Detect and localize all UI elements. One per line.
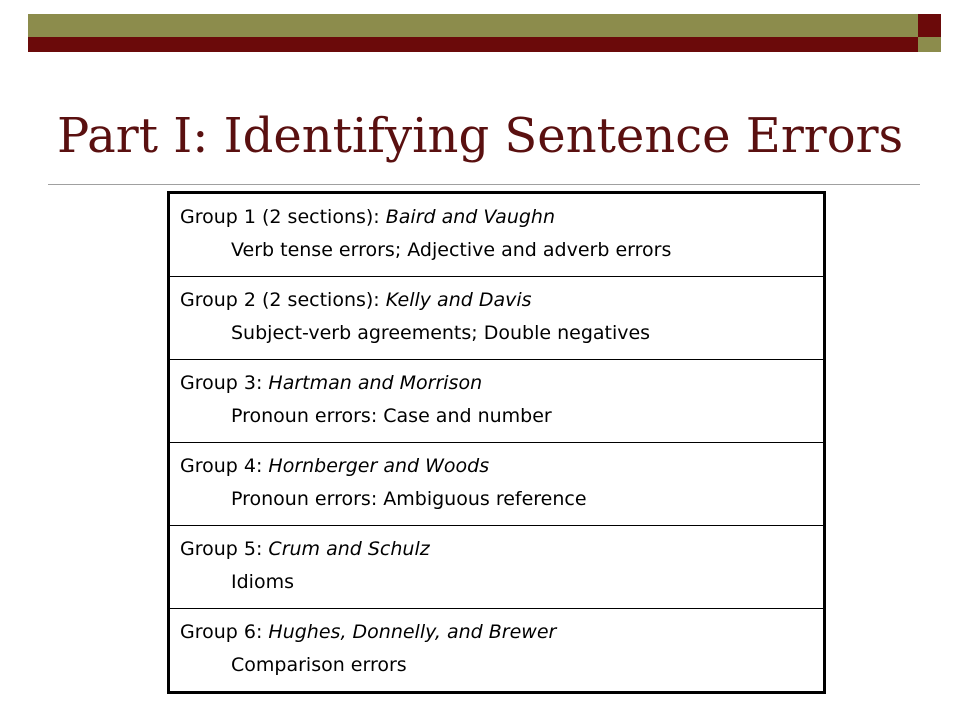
group-members: Hartman and Morrison bbox=[268, 372, 483, 394]
title-divider bbox=[48, 184, 920, 185]
group-topic: Pronoun errors: Case and number bbox=[231, 405, 552, 427]
group-label: Group 1 (2 sections): bbox=[180, 206, 386, 228]
group-topic: Verb tense errors; Adjective and adverb errors bbox=[231, 239, 672, 261]
group-row-2 bbox=[170, 277, 823, 360]
group-label: Group 4: bbox=[180, 455, 269, 477]
group-label: Group 5: bbox=[180, 538, 269, 560]
group-members: Baird and Vaughn bbox=[385, 206, 555, 228]
group-row-3 bbox=[170, 360, 823, 443]
group-header bbox=[180, 453, 823, 479]
group-members: Hornberger and Woods bbox=[268, 455, 490, 477]
group-members: Crum and Schulz bbox=[268, 538, 430, 560]
group-label: Group 6: bbox=[180, 621, 269, 643]
corner-square-maroon bbox=[918, 14, 941, 37]
group-header bbox=[180, 536, 823, 562]
group-row-5 bbox=[170, 526, 823, 609]
group-header bbox=[180, 204, 823, 230]
decorative-header-bar bbox=[28, 14, 918, 52]
group-members: Hughes, Donnelly, and Brewer bbox=[268, 621, 557, 643]
group-topic: Comparison errors bbox=[231, 654, 407, 676]
group-members: Kelly and Davis bbox=[385, 289, 532, 311]
group-topic: Idioms bbox=[231, 571, 294, 593]
group-row-4 bbox=[170, 443, 823, 526]
groups-table bbox=[167, 191, 826, 694]
group-header bbox=[180, 370, 823, 396]
maroon-stripe bbox=[28, 37, 918, 52]
group-topic: Subject-verb agreements; Double negatives bbox=[231, 322, 651, 344]
group-header bbox=[180, 287, 823, 313]
group-row-1 bbox=[170, 194, 823, 277]
group-header bbox=[180, 619, 823, 645]
olive-stripe bbox=[28, 14, 918, 37]
slide-title: Part I: Identifying Sentence Errors bbox=[57, 108, 904, 164]
group-label: Group 3: bbox=[180, 372, 269, 394]
group-topic: Pronoun errors: Ambiguous reference bbox=[231, 488, 587, 510]
corner-square-olive bbox=[918, 37, 941, 52]
group-label: Group 2 (2 sections): bbox=[180, 289, 386, 311]
group-row-6 bbox=[170, 609, 823, 691]
